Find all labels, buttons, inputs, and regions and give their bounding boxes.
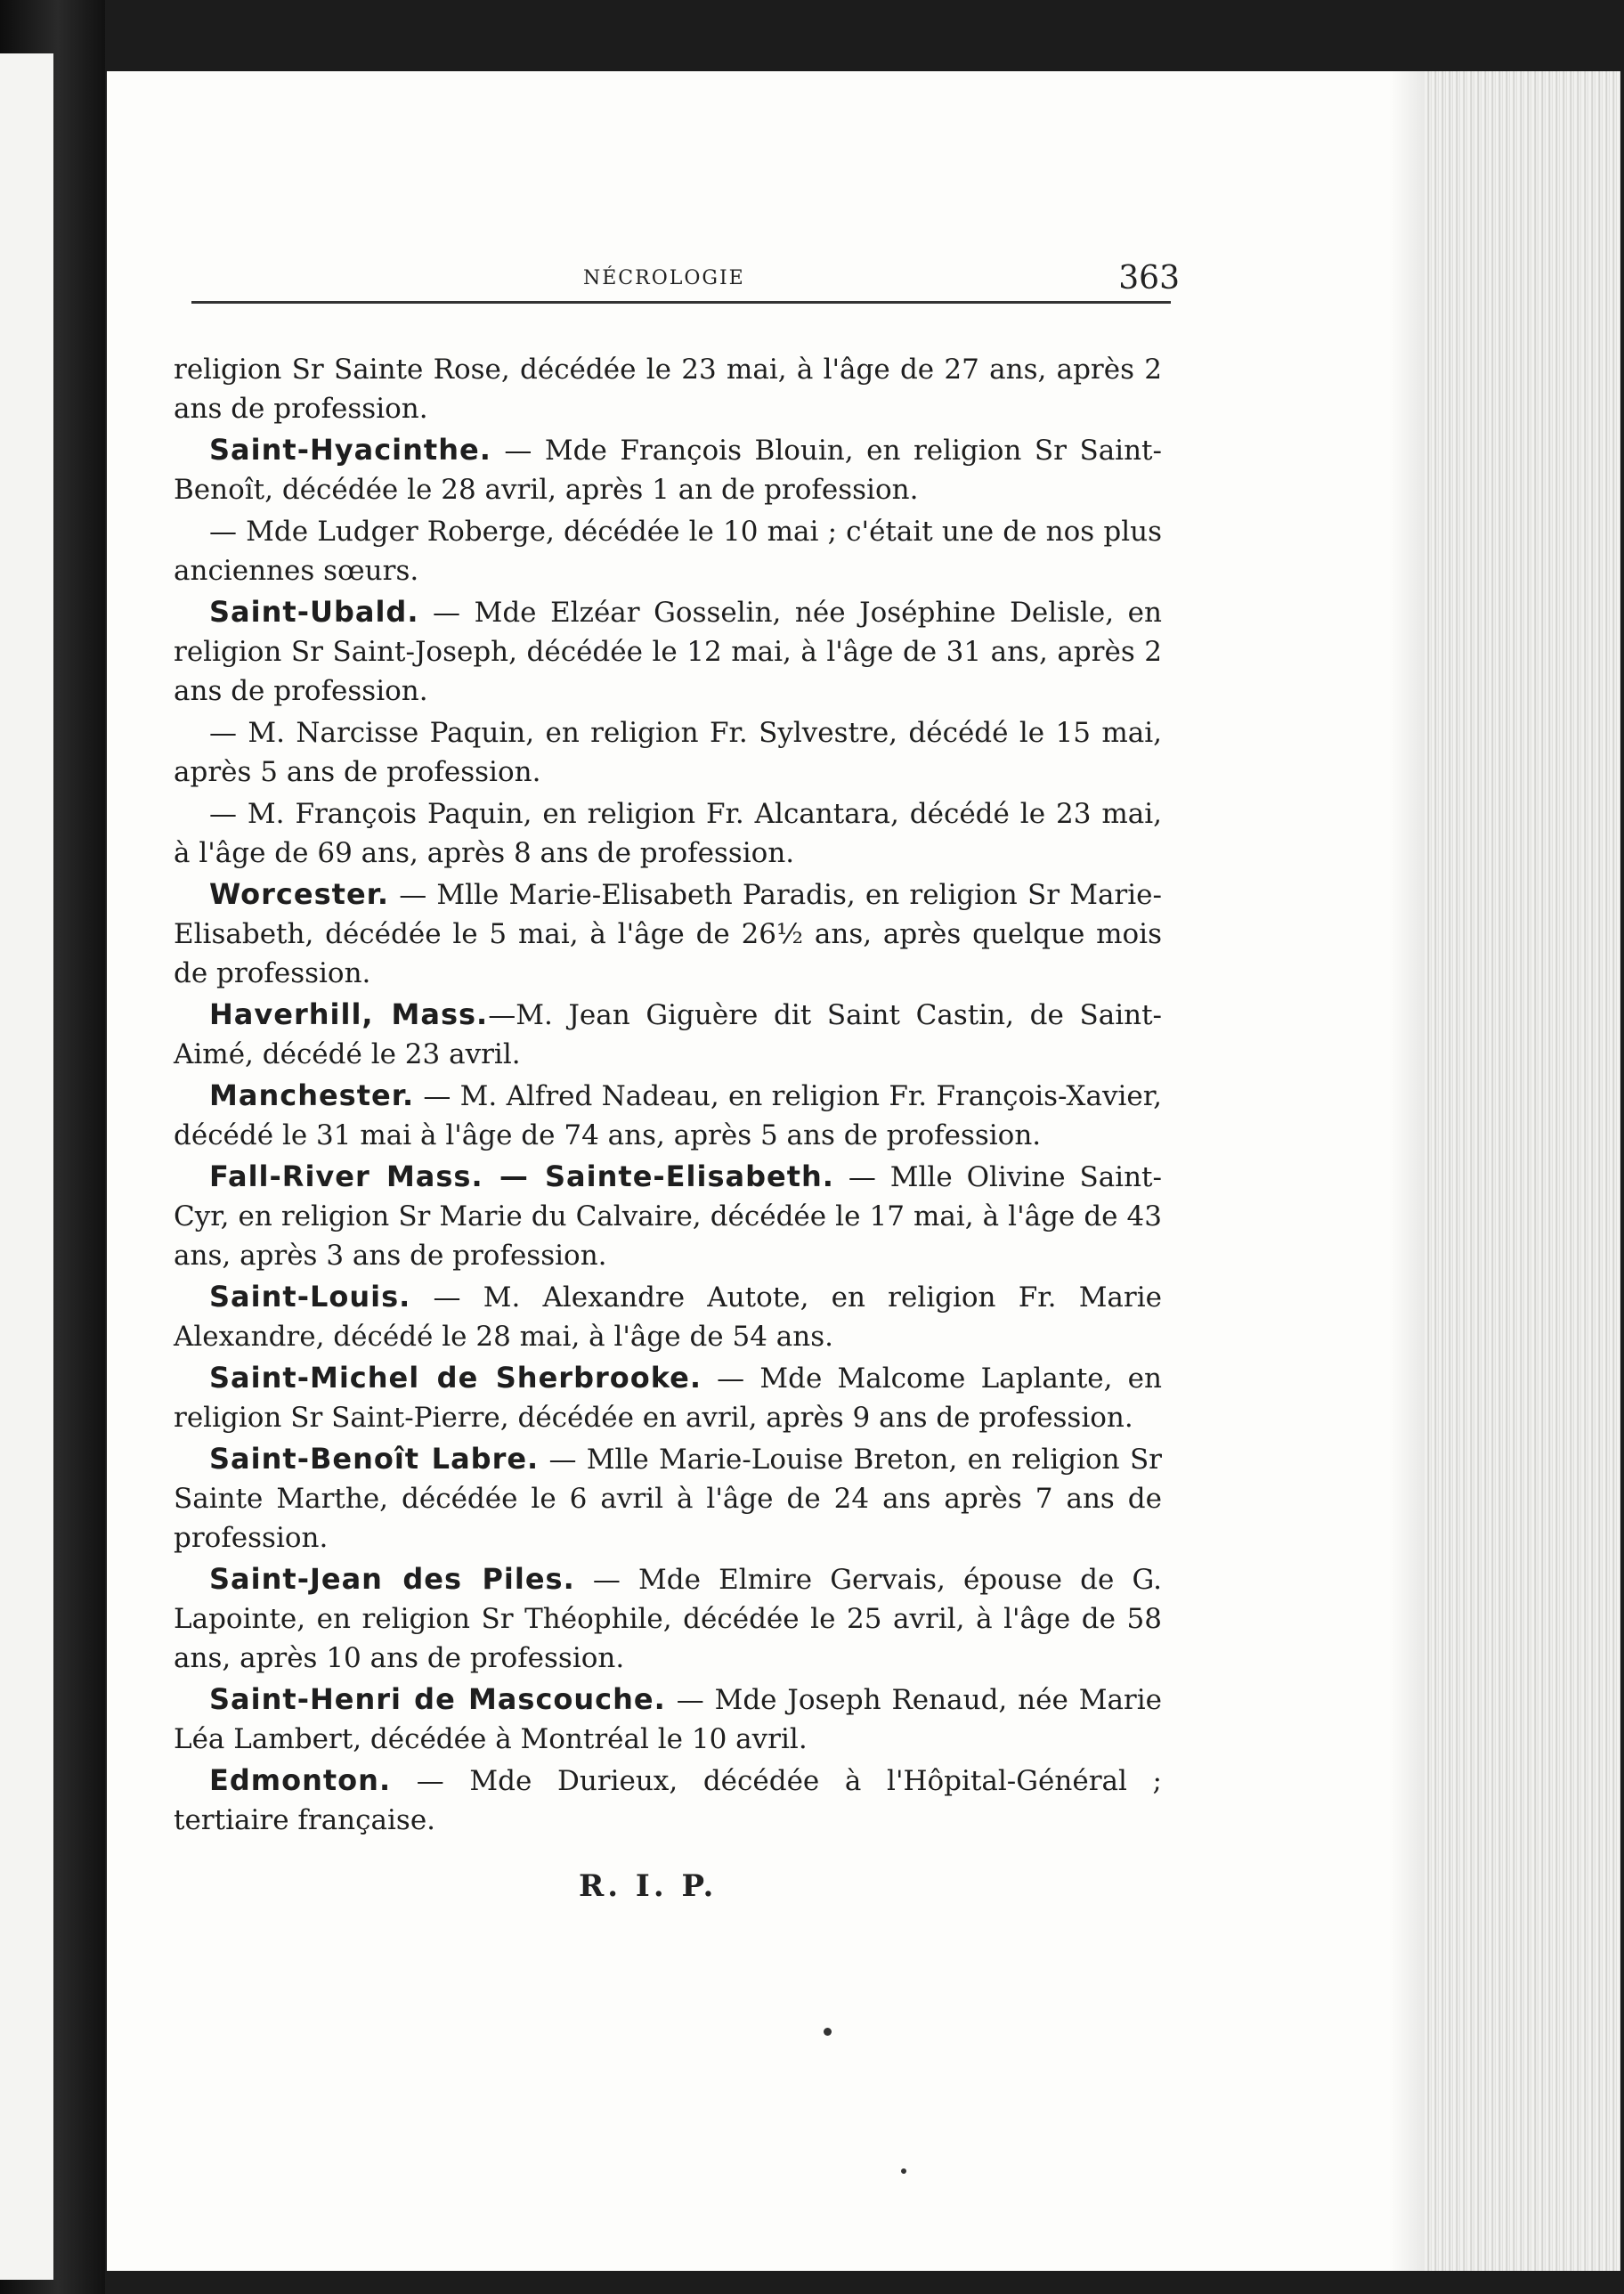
entry-text: — Mlle Olivine Saint-Cyr, en religion Sr Marie du Calvaire, décédée le 17 mai, à l'âge de 43 ans, après 3 ans de profession. xyxy=(174,1161,1162,1272)
entry-text: — Mlle Marie-Louise Breton, en religion Sr Sainte Marthe, décédée le 6 avril à l'âge de 24 ans après 7 ans de profession. xyxy=(174,1444,1162,1554)
entry-0: religion Sr Sainte Rose, décédée le 23 mai, à l'âge de 27 ans, après 2 ans de profession. xyxy=(174,354,1162,425)
place-name: Saint-Benoît Labre. xyxy=(209,1442,540,1476)
place-name: Saint-Louis. xyxy=(209,1280,411,1314)
entry-text: — Mde Joseph Renaud, née Marie Léa Lambert, décédée à Montréal le 10 avril. xyxy=(174,1684,1163,1755)
entry-2 xyxy=(174,511,1162,590)
place-name: Saint-Michel de Sherbrooke. xyxy=(209,1361,702,1395)
facing-page-edge xyxy=(0,53,53,2280)
page-stack-edge xyxy=(1425,71,1620,2271)
closing-rip: R. I. P. xyxy=(579,1868,718,1904)
entry-text: — Mde Elmire Gervais, épouse de G. Lapointe, en religion Sr Théophile, décédée le 25 avril, à l'âge de 58 ans, après 10 ans de profession. xyxy=(174,1564,1162,1674)
entry-15 xyxy=(174,1761,1162,1840)
place-name: Haverhill, Mass. xyxy=(209,997,489,1031)
entry-4 xyxy=(174,712,1162,792)
entry-13 xyxy=(174,1559,1162,1678)
entry-12 xyxy=(174,1439,1162,1558)
entry-5 xyxy=(174,793,1162,873)
entry-9 xyxy=(174,1157,1162,1275)
place-name: Manchester. xyxy=(209,1078,415,1112)
header-rule xyxy=(191,301,1171,304)
page-number: 363 xyxy=(1118,260,1180,297)
entry-text: — Mde Durieux, décédée à l'Hôpital-Général ; tertiaire française. xyxy=(174,1765,1162,1836)
entry-text: — M. François Paquin, en religion Fr. Alcantara, décédé le 23 mai, à l'âge de 69 ans, après 8 ans de profession. xyxy=(174,798,1162,869)
entry-text: — Mde Malcome Laplante, en religion Sr Saint-Pierre, décédée en avril, après 9 ans de profession. xyxy=(174,1363,1162,1434)
entry-text: — Mde François Blouin, en religion Sr Saint-Benoît, décédée le 28 avril, après 1 an de profession. xyxy=(174,435,1162,506)
place-name: Saint-Ubald. xyxy=(209,595,419,629)
running-head xyxy=(191,258,1180,312)
entry-3 xyxy=(174,592,1162,711)
running-title: NÉCROLOGIE xyxy=(583,267,745,289)
place-name: Fall-River Mass. — Sainte-Elisabeth. xyxy=(209,1159,834,1193)
entry-6 xyxy=(174,874,1162,993)
entry-text: — Mde Elzéar Gosselin, née Joséphine Delisle, en religion Sr Saint-Joseph, décédée le 12 mai, à l'âge de 31 ans, après 2 ans de profession. xyxy=(174,597,1162,707)
printer-ornament-dot xyxy=(824,2028,832,2036)
place-name: Saint-Jean des Piles. xyxy=(209,1562,575,1596)
place-name: Worcester. xyxy=(209,877,390,911)
entry-text: —M. Jean Giguère dit Saint Castin, de Saint-Aimé, décédé le 23 avril. xyxy=(174,999,1163,1070)
necrology-entries xyxy=(174,349,1162,1842)
entry-1 xyxy=(174,430,1162,509)
entry-8 xyxy=(174,1076,1162,1155)
entry-text: — Mde Ludger Roberge, décédée le 10 mai ; c'était une de nos plus anciennes sœurs. xyxy=(174,516,1162,587)
place-name: Edmonton. xyxy=(209,1763,392,1797)
entry-text: — M. Alfred Nadeau, en religion Fr. François-Xavier, décédé le 31 mai à l'âge de 74 ans, après 5 ans de profession. xyxy=(174,1080,1162,1151)
printer-ornament-dot xyxy=(901,2168,906,2174)
entry-11 xyxy=(174,1358,1162,1437)
place-name: Saint-Hyacinthe. xyxy=(209,433,491,467)
entry-text: — M. Alexandre Autote, en religion Fr. Marie Alexandre, décédé le 28 mai, à l'âge de 54 ans. xyxy=(174,1281,1162,1353)
entry-10 xyxy=(174,1277,1162,1356)
entry-text: — M. Narcisse Paquin, en religion Fr. Sylvestre, décédé le 15 mai, après 5 ans de profession. xyxy=(174,717,1162,788)
place-name: Saint-Henri de Mascouche. xyxy=(209,1682,666,1716)
entry-7 xyxy=(174,995,1162,1074)
entry-14 xyxy=(174,1680,1162,1759)
entry-text: — Mlle Marie-Elisabeth Paradis, en religion Sr Marie-Elisabeth, décédée le 5 mai, à l'âge de 26½ ans, après quelque mois de profession. xyxy=(174,879,1162,989)
